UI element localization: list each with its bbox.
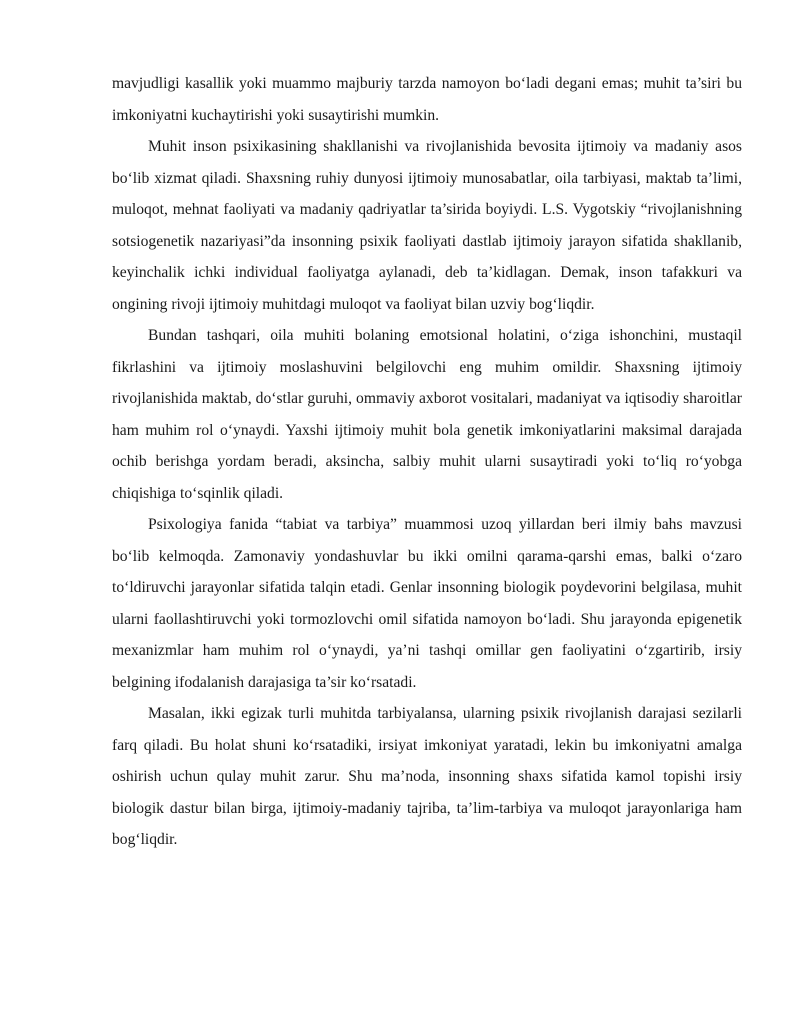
paragraph-1: mavjudligi kasallik yoki muammo majburiy tarzda namoyon bo‘ladi degani emas; muhit ta’siri bu imkoniyatni kuchaytirishi yoki susaytirishi mumkin.	[112, 75, 742, 124]
paragraph-3: Bundan tashqari, oila muhiti bolaning emotsional holatini, o‘ziga ishonchini, mustaqil fikrlashini va ijtimoiy moslashuvini belgilovchi eng muhim omildir. Shaxsning ijtimoiy rivojlanishida maktab, do‘stlar guruhi, ommaviy axborot vositalari, madaniyat va iqtisodiy sharoitlar ham muhim rol o‘ynaydi. Yaxshi ijtimoiy muhit bola genetik imkoniyatlarini maksimal darajada ochib berishga yordam beradi, aksincha, salbiy muhit ularni susaytiradi yoki to‘liq ro‘yobga chiqishiga to‘sqinlik qiladi.	[112, 327, 742, 502]
paragraph-5: Masalan, ikki egizak turli muhitda tarbiyalansa, ularning psixik rivojlanish darajasi sezilarli farq qiladi. Bu holat shuni ko‘rsatadiki, irsiyat imkoniyat yaratadi, lekin bu imkoniyatni amalga oshirish uchun qulay muhit zarur. Shu ma’noda, insonning shaxs sifatida kamol topishi irsiy biologik dastur bilan birga, ijtimoiy-madaniy tajriba, ta’lim-tarbiya va muloqot jarayonlariga ham bog‘liqdir.	[112, 705, 742, 848]
paragraph-4: Psixologiya fanida “tabiat va tarbiya” muammosi uzoq yillardan beri ilmiy bahs mavzusi bo‘lib kelmoqda. Zamonaviy yondashuvlar bu ikki omilni qarama-qarshi emas, balki o‘zaro to‘ldiruvchi jarayonlar sifatida talqin etadi. Genlar insonning biologik poydevorini belgilasa, muhit ularni faollashtiruvchi yoki tormozlovchi omil sifatida namoyon bo‘ladi. Shu jarayonda epigenetik mexanizmlar ham muhim rol o‘ynaydi, ya’ni tashqi omillar gen faoliyatini o‘zgartirib, irsiy belgining ifodalanish darajasiga ta’sir ko‘rsatadi.	[112, 516, 742, 691]
paragraph-2: Muhit inson psixikasining shakllanishi va rivojlanishida bevosita ijtimoiy va madaniy asos bo‘lib xizmat qiladi. Shaxsning ruhiy dunyosi ijtimoiy munosabatlar, oila tarbiyasi, maktab ta’limi, muloqot, mehnat faoliyati va madaniy qadriyatlar ta’sirida boyiydi. L.S. Vygotskiy “rivojlanishning sotsiogenetik nazariyasi”da insonning psixik faoliyati dastlab ijtimoiy jarayon sifatida shakllanib, keyinchalik ichki individual faoliyatga aylanadi, deb ta’kidlagan. Demak, inson tafakkuri va ongining rivoji ijtimoiy muhitdagi muloqot va faoliyat bilan uzviy bog‘liqdir.	[112, 138, 742, 313]
